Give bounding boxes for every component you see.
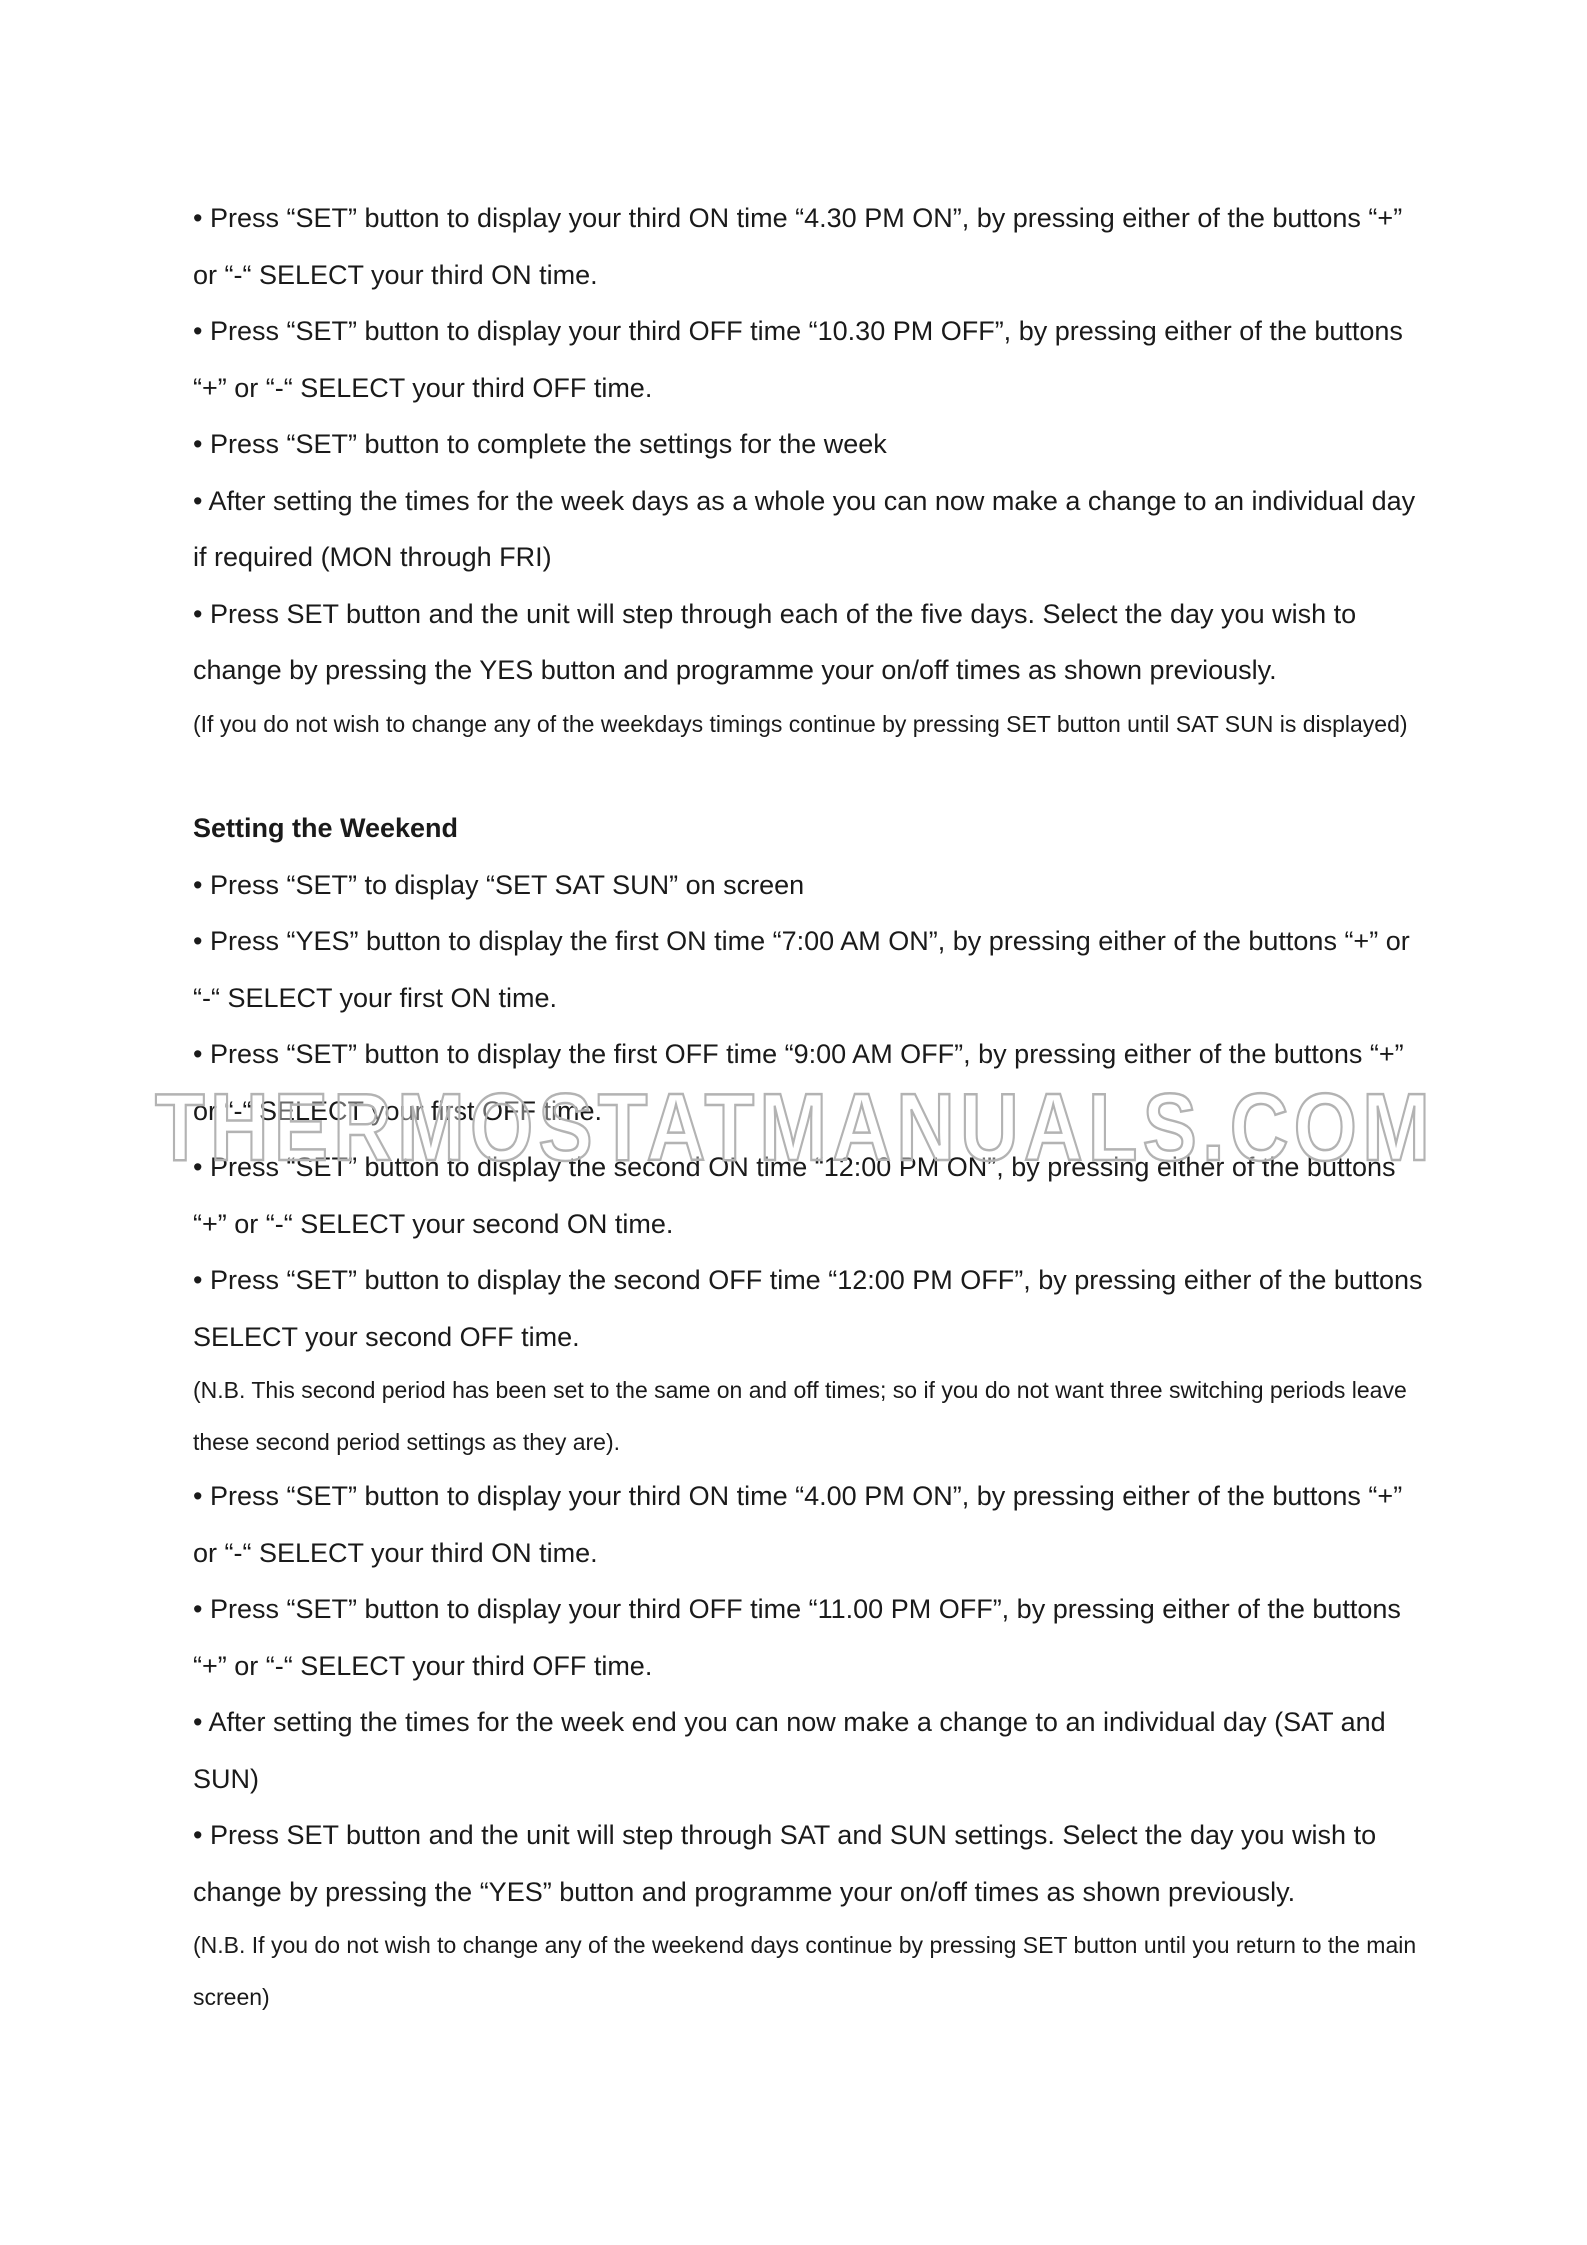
weekend-note-second-period: (N.B. This second period has been set to the same on and off times; so if you do not want three switching periods leave these second period settings as they are).	[193, 1377, 1407, 1455]
weekday-note: (If you do not wish to change any of the weekdays timings continue by pressing SET button until SAT SUN is displayed)	[193, 710, 1408, 737]
weekend-step-select-day: • Press SET button and the unit will step through SAT and SUN settings. Select the day you wish to change by pressing the “YES” button and programme your on/off times as shown previously.	[193, 1820, 1377, 1907]
page-content	[193, 190, 1423, 2023]
watermark-text: THERMOSTATMANUALS.COM	[155, 1082, 1435, 1172]
weekend-step-third-on: • Press “SET” button to display your third ON time “4.00 PM ON”, by pressing either of the buttons “+” or “-“ SELECT your third ON time.	[193, 1481, 1403, 1568]
weekend-step-third-off: • Press “SET” button to display your third OFF time “11.00 PM OFF”, by pressing either of the buttons “+” or “-“ SELECT your third OFF time.	[193, 1594, 1401, 1681]
weekday-step-third-off: • Press “SET” button to display your third OFF time “10.30 PM OFF”, by pressing either of the buttons “+” or “-“ SELECT your third OFF time.	[193, 316, 1403, 403]
weekday-step-complete: • Press “SET” button to complete the settings for the week	[193, 429, 887, 459]
weekend-note-return: (N.B. If you do not wish to change any of the weekend days continue by pressing SET button until you return to the main screen)	[193, 1932, 1417, 2010]
weekday-step-select-day: • Press SET button and the unit will step through each of the five days. Select the day you wish to change by pressing the YES button and programme your on/off times as shown previously.	[193, 598, 1357, 685]
weekend-step-second-off: • Press “SET” button to display the second OFF time “12:00 PM OFF”, by pressing either of the buttons SELECT your second OFF time.	[193, 1265, 1423, 1352]
weekend-heading: Setting the Weekend	[193, 813, 459, 843]
weekend-step-second-on: • Press “SET” button to display the second ON time “12:00 PM ON”, by pressing either of the buttons “+” or “-“ SELECT your second ON time.	[193, 1152, 1396, 1239]
weekend-step-display: • Press “SET” to display “SET SAT SUN” on screen	[193, 869, 805, 900]
weekend-step-first-off: • Press “SET” button to display the first OFF time “9:00 AM OFF”, by pressing either of the buttons “+” or “-“ SELECT your first OFF time.	[193, 1039, 1404, 1126]
section-spacer	[193, 750, 1423, 800]
weekday-step-individual-day: • After setting the times for the week days as a whole you can now make a change to an individual day if required (MON through FRI)	[193, 485, 1416, 572]
weekend-step-first-on: • Press “YES” button to display the first ON time “7:00 AM ON”, by pressing either of the buttons “+” or “-“ SELECT your first ON time.	[193, 926, 1410, 1013]
weekday-step-third-on: • Press “SET” button to display your third ON time “4.30 PM ON”, by pressing either of the buttons “+” or “-“ SELECT your third ON time.	[193, 203, 1403, 290]
weekend-step-individual-day: • After setting the times for the week end you can now make a change to an individual day (SAT and SUN)	[193, 1707, 1386, 1794]
